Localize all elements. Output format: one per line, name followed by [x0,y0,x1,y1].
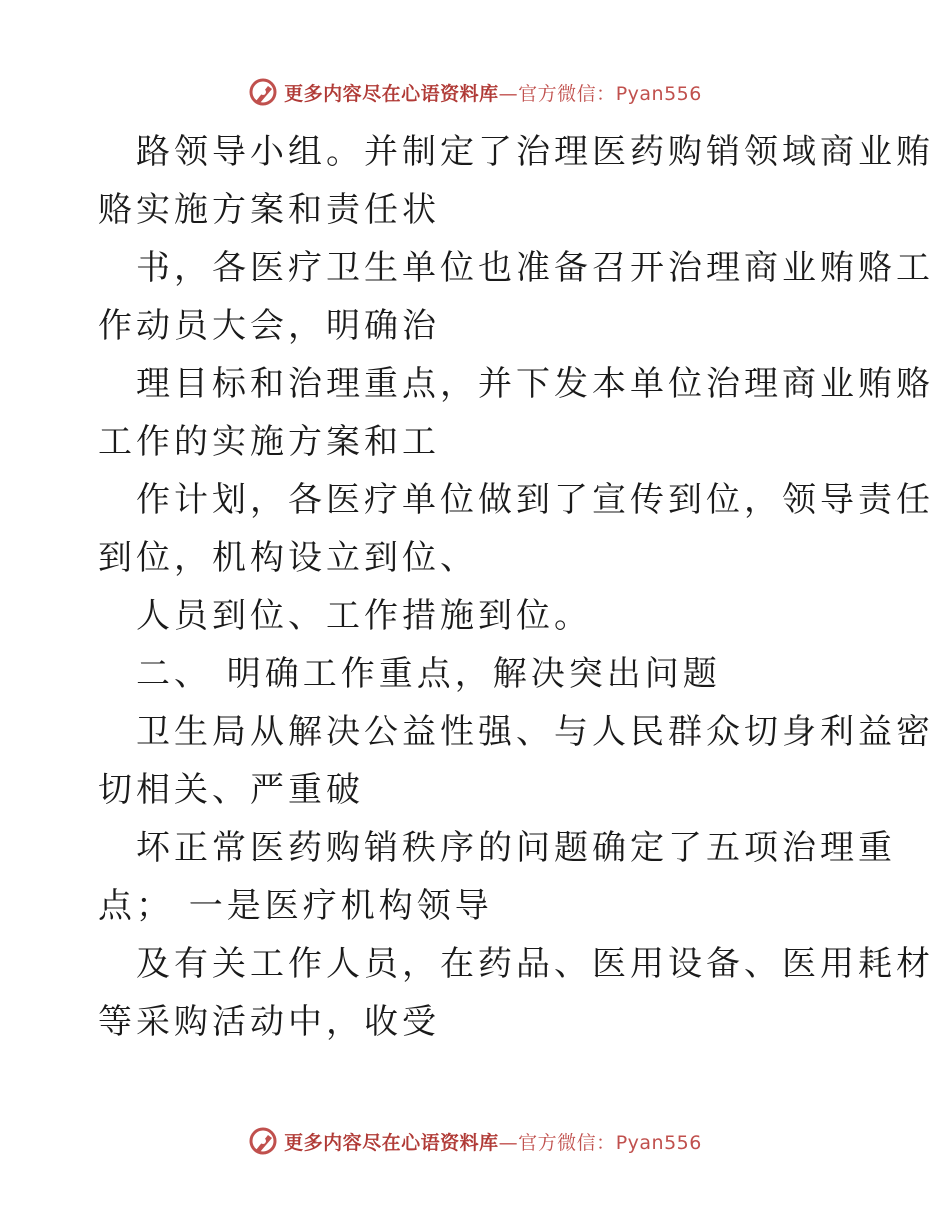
text-line: 工作的实施方案和工 [98,422,440,462]
watermark-text [284,79,702,106]
pen-nib-logo-icon [248,1126,278,1156]
watermark-text [284,1128,702,1155]
text-line: 点； 一是医疗机构领导 [98,886,493,926]
text-line: 路领导小组。并制定了治理医药购销领域商业贿 [136,132,934,172]
watermark-brand: 更多内容尽在心语资料库 [284,1131,499,1154]
watermark-dash: — [498,82,519,105]
document-body [98,123,934,1051]
text-line: 作计划，各医疗单位做到了宣传到位，领导责任 [136,480,934,520]
text-line: 到位，机构设立到位、 [98,538,478,578]
watermark-official: 官方微信： [518,82,616,105]
text-line: 理目标和治理重点，并下发本单位治理商业贿赂 [136,364,934,404]
text-line: 人员到位、工作措施到位。 [136,596,592,636]
footer-watermark [0,1121,950,1161]
text-line: 等采购活动中，收受 [98,1002,440,1042]
text-line: 作动员大会，明确治 [98,306,440,346]
text-line: 卫生局从解决公益性强、与人民群众切身利益密 [136,712,934,752]
section-heading: 二、 明确工作重点，解决突出问题 [136,654,721,694]
header-watermark [0,72,950,112]
text-line: 及有关工作人员，在药品、医用设备、医用耗材 [136,944,934,984]
text-line: 赂实施方案和责任状 [98,190,440,230]
watermark-wechat-id: Pyan556 [615,1131,702,1154]
text-line: 书，各医疗卫生单位也准备召开治理商业贿赂工 [136,248,934,288]
pen-nib-logo-icon [248,77,278,107]
text-line: 坏正常医药购销秩序的问题确定了五项治理重 [136,828,896,868]
watermark-dash: — [498,1131,519,1154]
watermark-brand: 更多内容尽在心语资料库 [284,82,499,105]
watermark-official: 官方微信： [518,1131,616,1154]
text-line: 切相关、严重破 [98,770,364,810]
watermark-wechat-id: Pyan556 [615,82,702,105]
